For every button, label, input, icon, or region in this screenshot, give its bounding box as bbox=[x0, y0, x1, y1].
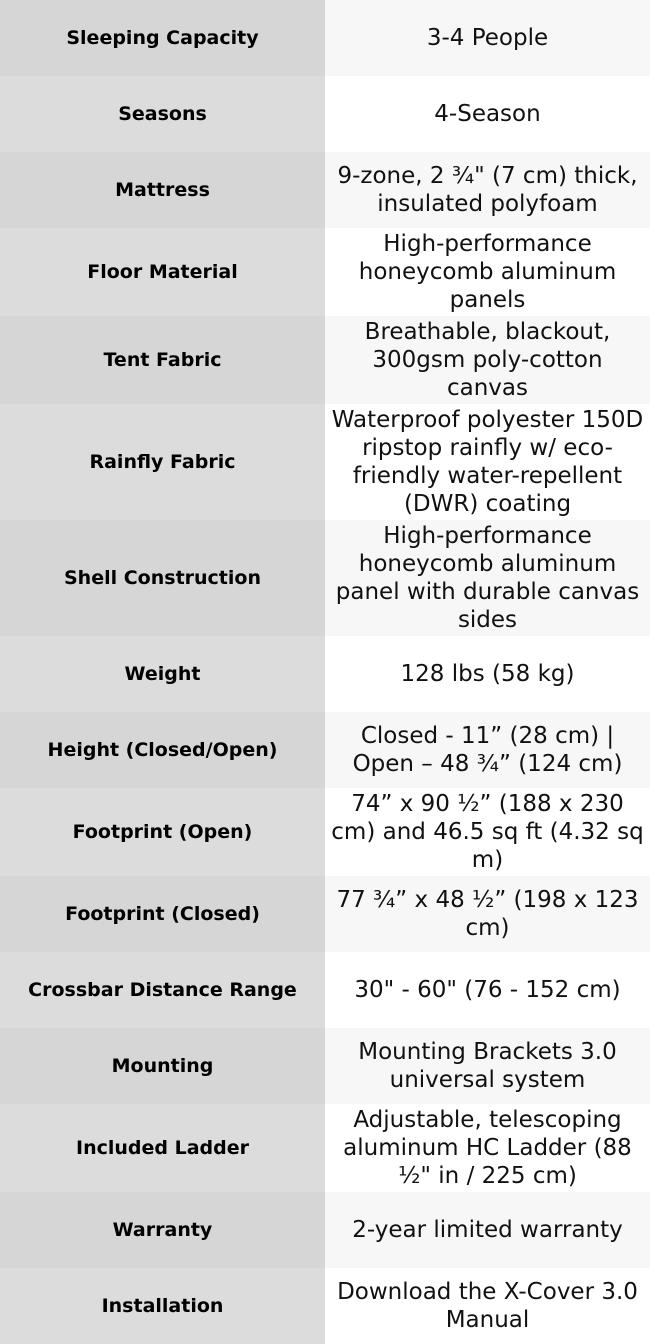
spec-label: Included Ladder bbox=[0, 1104, 325, 1192]
spec-label: Rainfly Fabric bbox=[0, 404, 325, 520]
spec-row-rainfly-fabric bbox=[0, 404, 650, 520]
spec-value: High-performance honeycomb aluminum panels bbox=[325, 228, 650, 316]
spec-value: 128 lbs (58 kg) bbox=[325, 636, 650, 712]
spec-row-mounting bbox=[0, 1028, 650, 1104]
spec-value: 74” x 90 ½” (188 x 230 cm) and 46.5 sq ft (4.32 sq m) bbox=[325, 788, 650, 876]
spec-value[interactable]: Download the X-Cover 3.0 Manual bbox=[325, 1268, 650, 1344]
spec-row-shell-construction bbox=[0, 520, 650, 636]
spec-value: 4-Season bbox=[325, 76, 650, 152]
spec-label: Mattress bbox=[0, 152, 325, 228]
spec-row-mattress bbox=[0, 152, 650, 228]
spec-label: Footprint (Open) bbox=[0, 788, 325, 876]
spec-row-included-ladder bbox=[0, 1104, 650, 1192]
spec-label: Shell Construction bbox=[0, 520, 325, 636]
spec-row-floor-material bbox=[0, 228, 650, 316]
spec-value: Waterproof polyester 150D ripstop rainfly w/ eco-friendly water-repellent (DWR) coating bbox=[325, 404, 650, 520]
spec-row-footprint-open bbox=[0, 788, 650, 876]
spec-row-seasons bbox=[0, 76, 650, 152]
spec-value: Mounting Brackets 3.0 universal system bbox=[325, 1028, 650, 1104]
spec-value: Closed - 11” (28 cm) | Open – 48 ¾” (124 cm) bbox=[325, 712, 650, 788]
spec-label: Warranty bbox=[0, 1192, 325, 1268]
spec-row-crossbar-distance bbox=[0, 952, 650, 1028]
spec-row-height bbox=[0, 712, 650, 788]
spec-label: Weight bbox=[0, 636, 325, 712]
spec-label: Installation bbox=[0, 1268, 325, 1344]
spec-row-sleeping-capacity bbox=[0, 0, 650, 76]
spec-value: 77 ¾” x 48 ½” (198 x 123 cm) bbox=[325, 876, 650, 952]
spec-row-tent-fabric bbox=[0, 316, 650, 404]
spec-row-warranty bbox=[0, 1192, 650, 1268]
spec-label: Mounting bbox=[0, 1028, 325, 1104]
spec-value: Breathable, blackout, 300gsm poly-cotton canvas bbox=[325, 316, 650, 404]
spec-label: Crossbar Distance Range bbox=[0, 952, 325, 1028]
spec-row-weight bbox=[0, 636, 650, 712]
spec-row-footprint-closed bbox=[0, 876, 650, 952]
spec-label: Seasons bbox=[0, 76, 325, 152]
spec-label: Height (Closed/Open) bbox=[0, 712, 325, 788]
spec-value: High-performance honeycomb aluminum panel with durable canvas sides bbox=[325, 520, 650, 636]
spec-row-installation bbox=[0, 1268, 650, 1344]
spec-value: 2-year limited warranty bbox=[325, 1192, 650, 1268]
spec-label: Floor Material bbox=[0, 228, 325, 316]
spec-label: Tent Fabric bbox=[0, 316, 325, 404]
spec-label: Sleeping Capacity bbox=[0, 0, 325, 76]
spec-value: 9-zone, 2 ¾" (7 cm) thick, insulated polyfoam bbox=[325, 152, 650, 228]
spec-value: 3-4 People bbox=[325, 0, 650, 76]
spec-value: 30" - 60" (76 - 152 cm) bbox=[325, 952, 650, 1028]
spec-value: Adjustable, telescoping aluminum HC Ladder (88 ½" in / 225 cm) bbox=[325, 1104, 650, 1192]
spec-label: Footprint (Closed) bbox=[0, 876, 325, 952]
